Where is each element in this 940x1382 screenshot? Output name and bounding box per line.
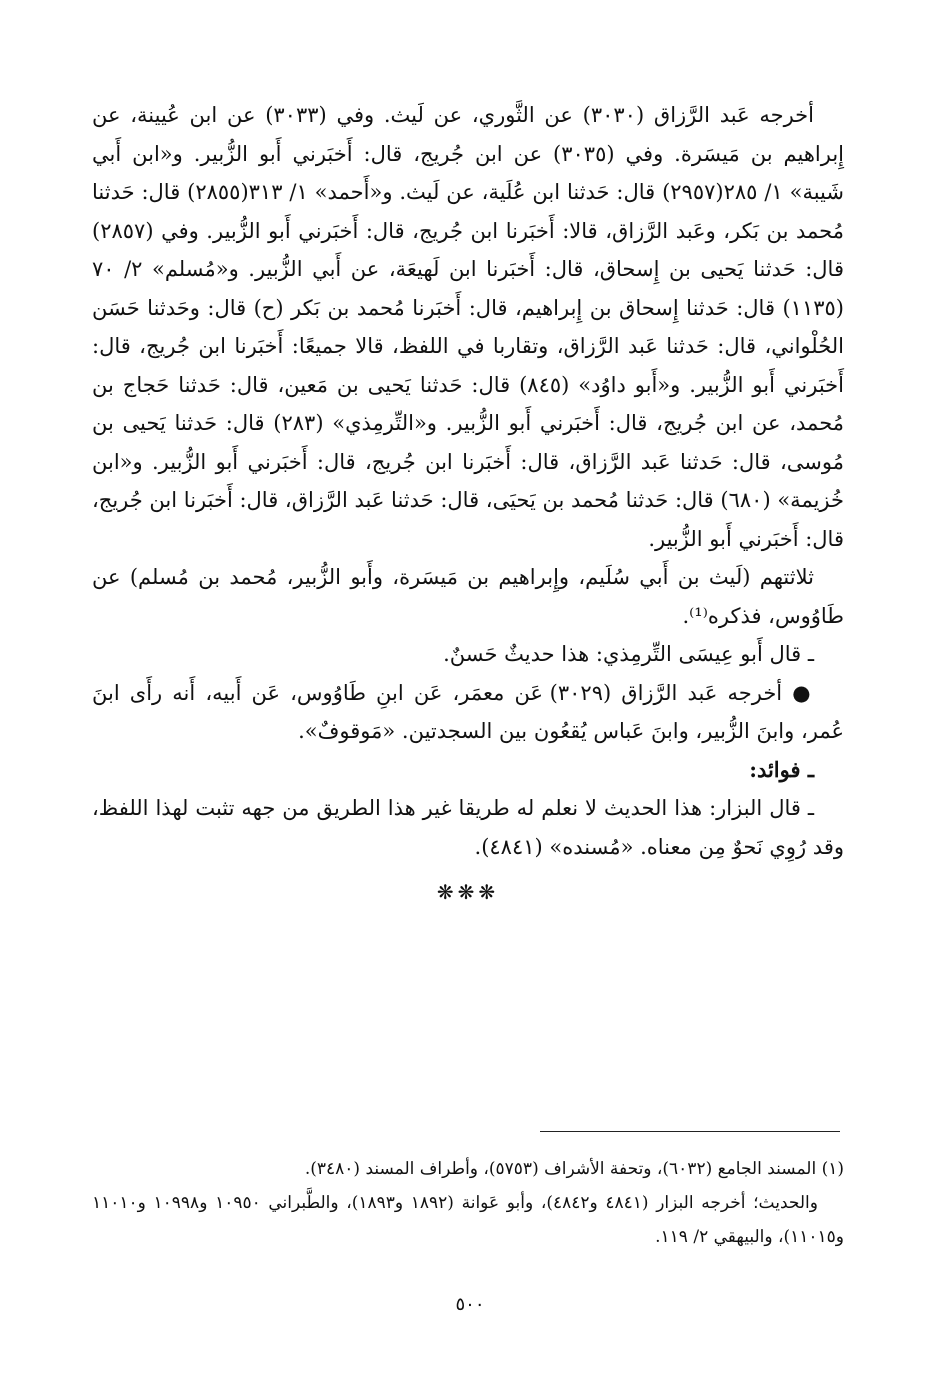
chain-summary-paragraph: ثلاثتهم (لَيث بن أَبي سُلَيم، وإِبراهيم بن مَيسَرة، وأَبو الزُّبير، مُحمد بن مُسلم) عن طَاوُوس، فذكره⁽¹⁾. — [92, 565, 844, 628]
page-number: ٥٠٠ — [455, 1294, 485, 1315]
footnote-divider — [540, 1131, 840, 1132]
takhrij-paragraph: أخرجه عَبد الرَّزاق (٣٠٣٠) عن الثَّوري، عن لَيث. وفي (٣٠٣٣) عن ابن عُيينة، عن إِبراهيم بن مَيسَرة. وفي (٣٠٣٥) عن ابن جُريج، قال: أَخبَرني أَبو الزُّبير. و«ابن أَبي شَيبة» ١/ ٢٨٥(٢٩٥٧) قال: حَدثنا ابن عُلَية، عن لَيث. و«أَحمد» ١/ ٣١٣(٢٨٥٥) قال: حَدثنا مُحمد بن بَكر، وعَبد الرَّزاق، قالا: أَخبَرنا ابن جُريج، قال: أَخبَرني أَبو الزُّبير. وفي (٢٨٥٧) قال: حَدثنا يَحيى بن إِسحاق، قال: أَخبَرنا ابن لَهيعَة، عن أَبي الزُّبير. و«مُسلم» ٢/ ٧٠ (١١٣٥) قال: حَدثنا إِسحاق بن إِبراهيم، قال: أَخبَرنا مُحمد بن بَكر (ح) قال: وحَدثنا حَسَن الحُلْواني، قال: حَدثنا عَبد الرَّزاق، وتقاربا في اللفظ، قالا جميعًا: أَخبَرنا ابن جُريج، قال: أَخبَرني أَبو الزُّبير. و«أَبو داوُد» (٨٤٥) قال: حَدثنا يَحيى بن مَعين، قال: حَدثنا حَجاج بن مُحمد، عن ابن جُريج، قال: أَخبَرني أَبو الزُّبير. و«التِّرمِذي» (٢٨٣) قال: حَدثنا يَحيى بن مُوسى، قال: حَدثنا عَبد الرَّزاق، قال: أَخبَرنا ابن جُريج، قال: أَخبَرني أَبو الزُّبير. و«ابن خُزيمة» (٦٨٠) قال: حَدثنا مُحمد بن يَحيَى، قال: حَدثنا عَبد الرَّزاق، قال: أَخبَرنا ابن جُريج، قال: أَخبَرني أَبو الزُّبير. — [92, 103, 844, 551]
page-body — [92, 96, 844, 912]
section-separator: ❋❋❋ — [436, 880, 500, 904]
footnotes — [92, 1152, 844, 1254]
footnote-1: (١) المسند الجامع (٦٠٣٢)، وتحفة الأشراف (٥٧٥٣)، وأطراف المسند (٣٤٨٠). — [304, 1159, 844, 1179]
mawquf-narration-paragraph: ● أخرجه عَبد الرَّزاق (٣٠٢٩) عَن معمَر، عَن ابنِ طَاوُوس، عَن أَبيه، أَنه رأَى ابنَ عُمر، وابنَ الزُّبير، وابنَ عَباس يُقعُون بين السجدتين. «مَوقوفٌ». — [92, 680, 844, 743]
benefits-heading: ـ فوائد: — [749, 756, 814, 782]
tirmidhi-grading: ـ قال أَبو عِيسَى التِّرمِذي: هذا حديثٌ حَسنٌ. — [443, 642, 814, 666]
bazzar-remark-paragraph: ـ قال البزار: هذا الحديث لا نعلم له طريقا غير هذا الطريق من جهه تثبت لهذا اللفظ، وقد رُوِي نَحوٌ مِن معناه. «مُسنده» (٤٨٤١). — [92, 796, 844, 859]
footnote-1-continuation: والحديث؛ أخرجه البزار (٤٨٤١ و٤٨٤٢)، وأبو عَوانة (١٨٩٢ و١٨٩٣)، والطَّبراني ١٠٩٥٠ و١٠٩٩٨ و١١٠١٠ و١١٠١٥)، والبيهقي ٢/ ١١٩. — [92, 1193, 844, 1247]
main-text — [92, 96, 844, 866]
